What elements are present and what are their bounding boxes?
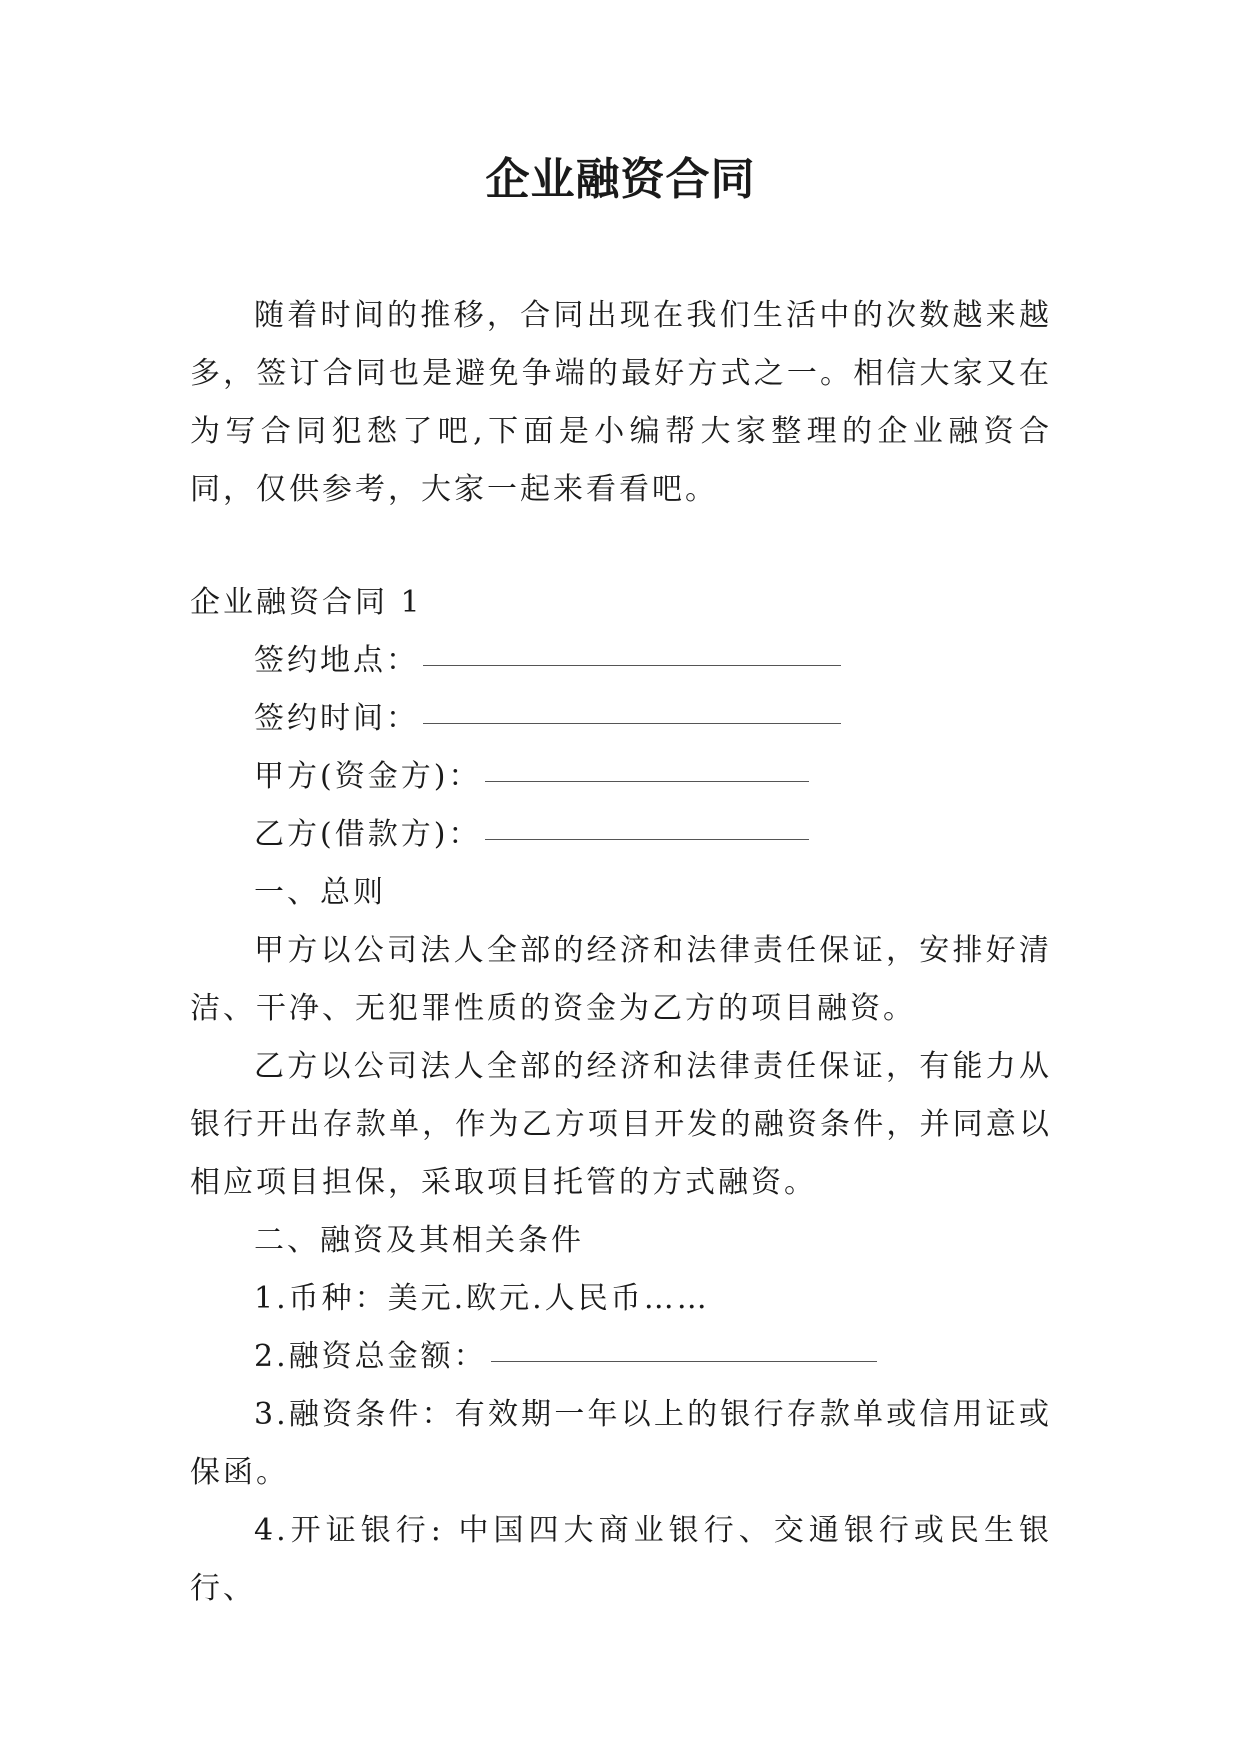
sign-time-blank [423, 722, 841, 724]
party-a-blank [485, 780, 809, 782]
chapter-2-item-3: 3.融资条件：有效期一年以上的银行存款单或信用证或保函。 [190, 1397, 1052, 1490]
financing-total-label: 2.融资总金额： [254, 1339, 487, 1374]
contract-body [190, 574, 1052, 1618]
chapter-1-paragraph-1: 甲方以公司法人全部的经济和法律责任保证，安排好清洁、干净、无犯罪性质的资金为乙方的项目融资。 [190, 933, 1052, 1026]
chapter-1-paragraph-2: 乙方以公司法人全部的经济和法律责任保证，有能力从银行开出存款单，作为乙方项目开发的融资条件，并同意以相应项目担保，采取项目托管的方式融资。 [190, 1049, 1052, 1200]
party-b-blank [485, 838, 809, 840]
chapter-2-item-1: 1.币种：美元.欧元.人民币…… [254, 1281, 710, 1316]
intro-section [190, 287, 1052, 519]
document-title: 企业融资合同 [485, 154, 756, 205]
party-a-field [190, 748, 1052, 806]
section-heading: 企业融资合同 1 [190, 585, 423, 620]
chapter-2-item-2 [190, 1328, 1052, 1386]
party-b-label: 乙方(借款方)： [254, 817, 482, 852]
chapter-2-item-4: 4.开证银行: 中国四大商业银行、交通银行或民生银行、 [190, 1513, 1052, 1606]
sign-time-label: 签约时间： [254, 701, 419, 736]
intro-paragraph: 随着时间的推移，合同出现在我们生活中的次数越来越多，签订合同也是避免争端的最好方式之一。相信大家又在为写合同犯愁了吧,下面是小编帮大家整理的企业融资合同，仅供参考，大家一起来看看吧。 [190, 298, 1052, 507]
sign-place-blank [423, 664, 841, 666]
sign-time-field [190, 690, 1052, 748]
chapter-2-heading: 二、融资及其相关条件 [254, 1223, 584, 1258]
sign-place-field [190, 632, 1052, 690]
financing-total-blank [491, 1360, 877, 1362]
party-b-field [190, 806, 1052, 864]
party-a-label: 甲方(资金方)： [254, 759, 482, 794]
sign-place-label: 签约地点： [254, 643, 419, 678]
chapter-1-heading: 一、总则 [254, 875, 386, 910]
